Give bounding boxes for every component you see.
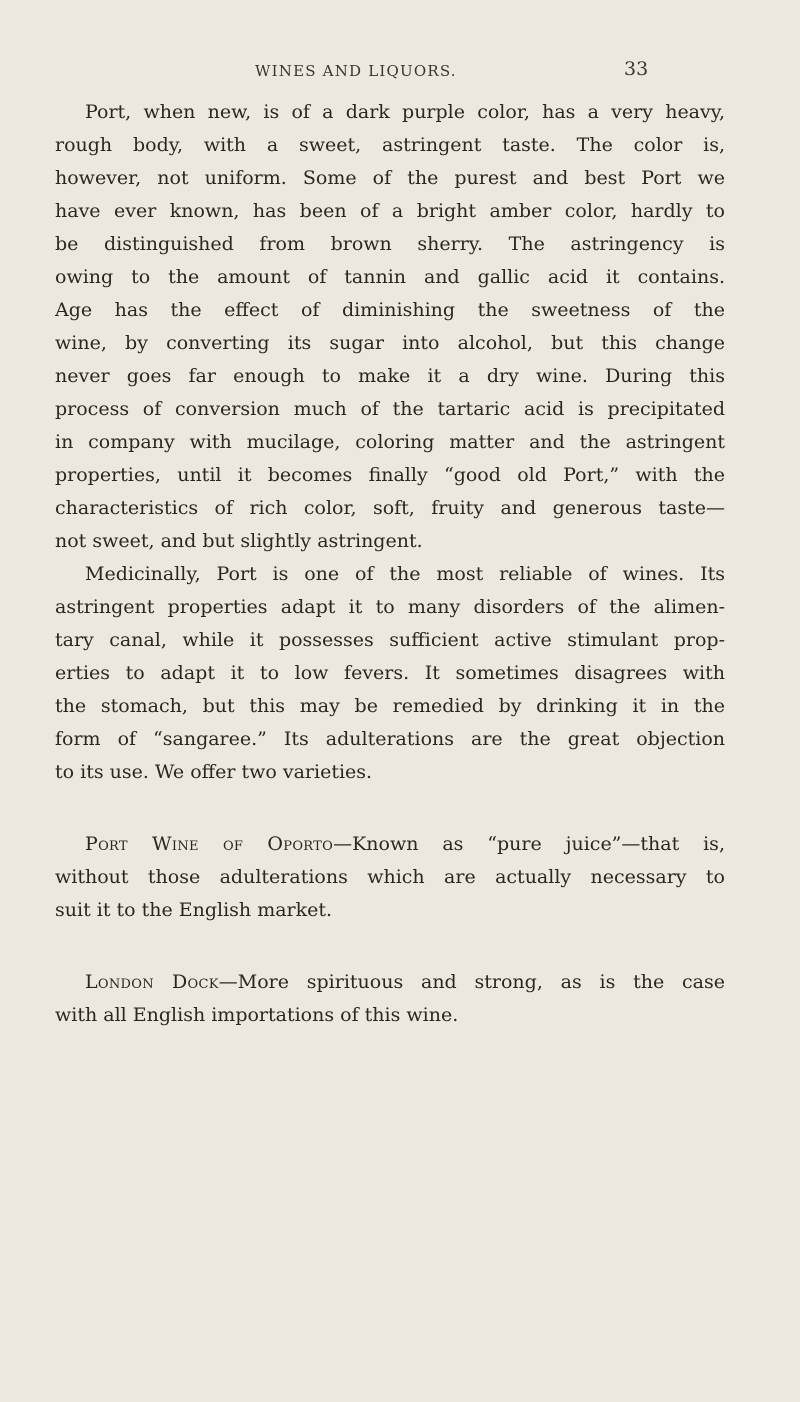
page-header (0, 58, 800, 88)
variety-description: —More spirituous and strong, as is the case (218, 971, 725, 993)
text-line: the stomach, but this may be remedied by drinking it in the (55, 695, 725, 717)
text-line: erties to adapt it to low fevers. It sometimes disagrees with (55, 662, 725, 684)
page-number: 33 (624, 58, 649, 80)
text-line: Port, when new, is of a dark purple color, has a very heavy, (85, 101, 725, 123)
text-line: tary canal, while it possesses sufficient active stimulant prop- (55, 629, 725, 651)
text-line: form of “sangaree.” Its adulterations are the great objection (55, 728, 725, 750)
text-line: astringent properties adapt it to many disorders of the alimen- (55, 596, 725, 618)
paragraph-port-description (55, 96, 725, 558)
text-line (55, 966, 725, 999)
paragraph-medicinal-use (55, 558, 725, 789)
text-line: never goes far enough to make it a dry wine. During this (55, 365, 725, 387)
text-line: not sweet, and but slightly astringent. (55, 530, 423, 552)
text-line: Age has the effect of diminishing the sweetness of the (55, 299, 725, 321)
variety-name: London Dock (85, 971, 219, 993)
text-line: however, not uniform. Some of the purest and best Port we (55, 167, 725, 189)
variety-london-dock (55, 966, 725, 1032)
text-line: in company with mucilage, coloring matter and the astringent (55, 431, 725, 453)
text-line: with all English importations of this wine. (55, 1004, 459, 1026)
text-line: to its use. We offer two varieties. (55, 761, 373, 783)
text-line: owing to the amount of tannin and gallic acid it contains. (55, 266, 725, 288)
text-line: rough body, with a sweet, astringent taste. The color is, (55, 134, 725, 156)
text-line: without those adulterations which are actually necessary to (55, 866, 725, 888)
variety-description: —Known as “pure juice”—that is, (333, 833, 725, 855)
text-line: have ever known, has been of a bright amber color, hardly to (55, 200, 725, 222)
variety-name: Port Wine of Oporto (85, 833, 334, 855)
section-gap (55, 927, 725, 966)
text-line: Medicinally, Port is one of the most reliable of wines. Its (85, 563, 725, 585)
text-line: process of conversion much of the tartaric acid is precipitated (55, 398, 725, 420)
section-gap (55, 789, 725, 828)
text-line: suit it to the English market. (55, 899, 333, 921)
text-line: wine, by converting its sugar into alcohol, but this change (55, 332, 725, 354)
text-line: properties, until it becomes finally “good old Port,” with the (55, 464, 725, 486)
text-line: be distinguished from brown sherry. The astringency is (55, 233, 725, 255)
text-line: characteristics of rich color, soft, fruity and generous taste— (55, 497, 725, 519)
body-text (55, 96, 725, 1032)
running-head: WINES AND LIQUORS. (255, 62, 457, 80)
variety-port-wine-of-oporto (55, 828, 725, 927)
text-line (55, 828, 725, 861)
